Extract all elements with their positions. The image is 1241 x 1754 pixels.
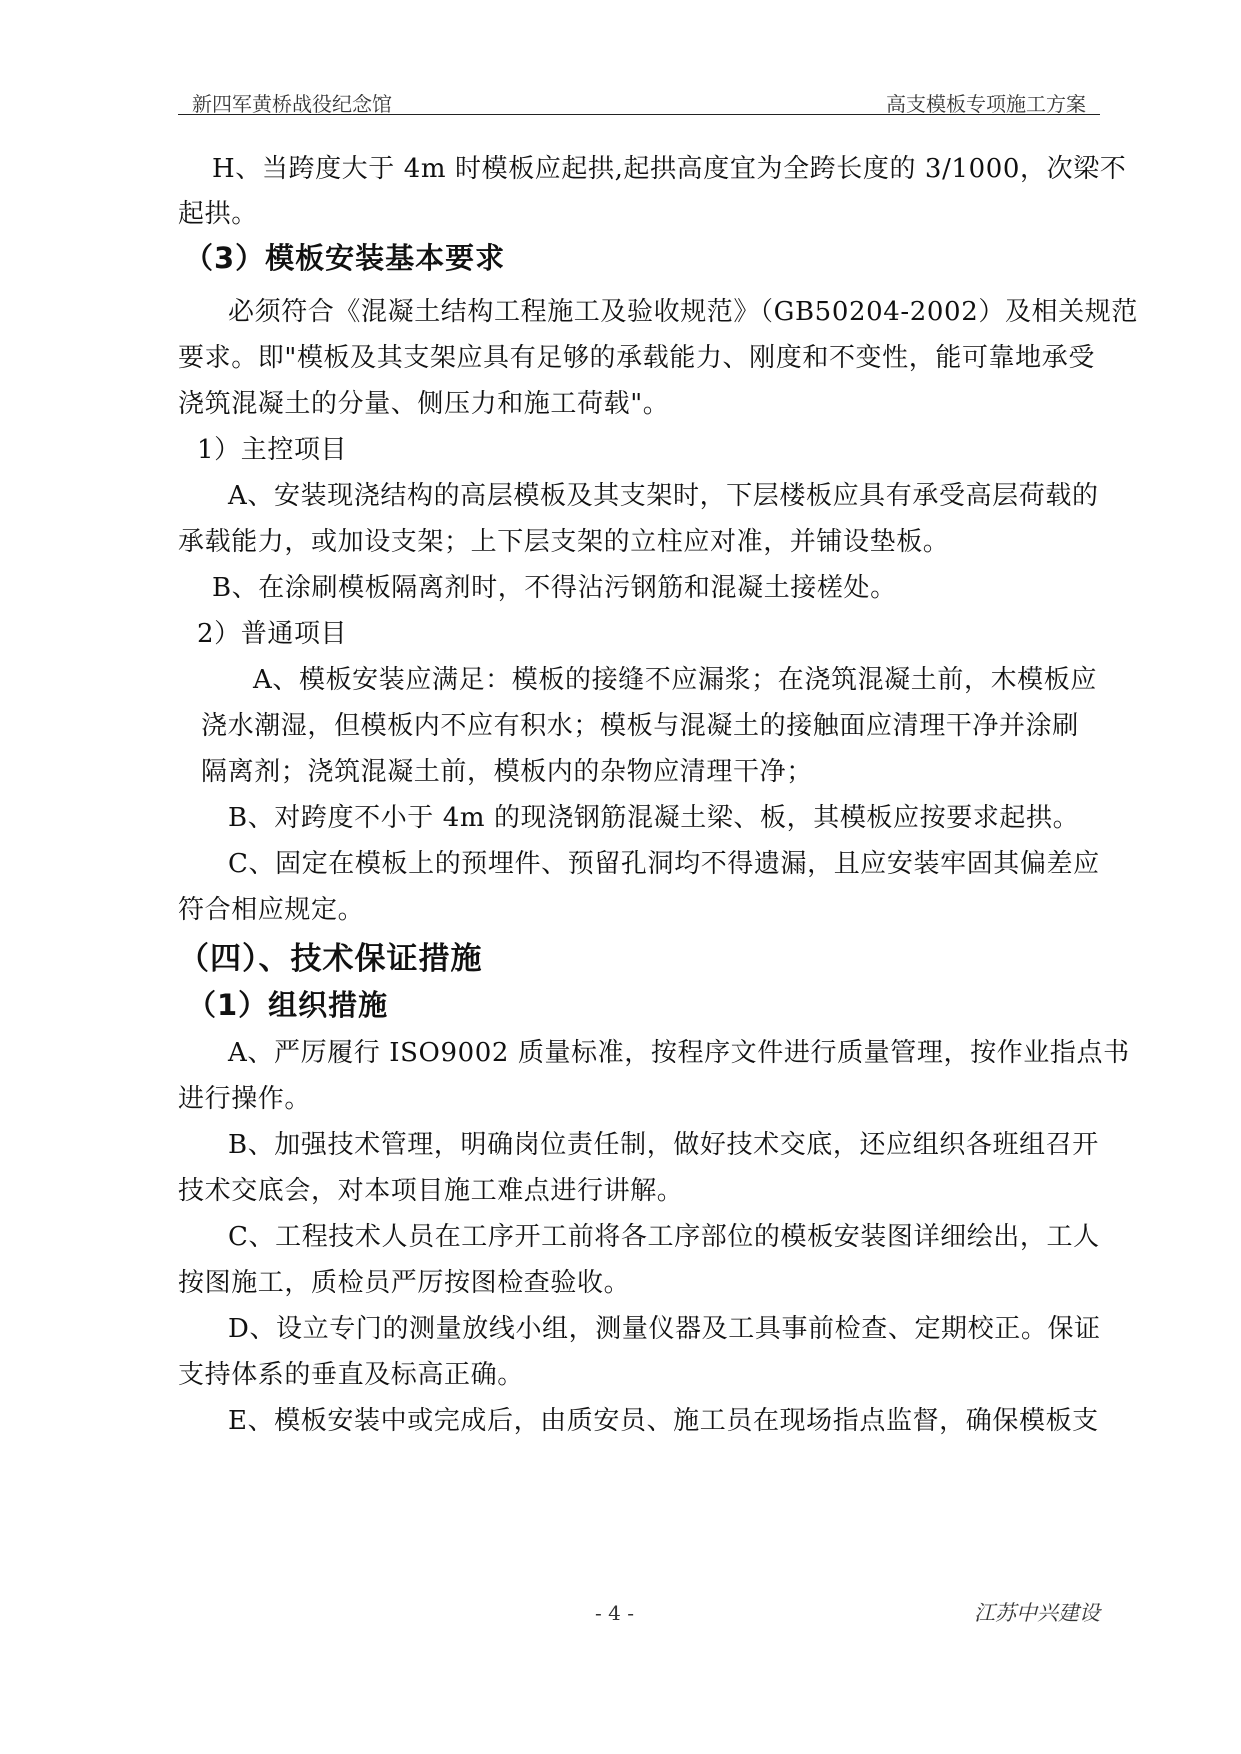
org-a-line1: A、严厉履行 ISO9002 质量标准，按程序文件进行质量管理，按作业指点书: [228, 1038, 1130, 1068]
general-a-line3: 隔离剂；浇筑混凝土前，模板内的杂物应清理干净；: [201, 757, 813, 787]
general-items-heading: 2）普通项目: [197, 619, 348, 649]
org-e-line1: E、模板安装中或完成后，由质安员、施工员在现场指点监督，确保模板支: [228, 1406, 1099, 1436]
org-b-line2: 技术交底会，对本项目施工难点进行讲解。: [178, 1176, 684, 1206]
general-c-line1: C、固定在模板上的预埋件、预留孔洞均不得遗漏，且应安装牢固其偏差应: [228, 849, 1100, 879]
org-c-line1: C、工程技术人员在工序开工前将各工序部位的模板安装图详细绘出，工人: [228, 1222, 1100, 1252]
section-4-heading: （四）、技术保证措施: [178, 941, 483, 977]
main-control-a-line1: A、安装现浇结构的高层模板及其支架时，下层楼板应具有承受高层荷载的: [228, 481, 1099, 511]
general-a-line1: A、模板安装应满足：模板的接缝不应漏浆；在浇筑混凝土前，木模板应: [253, 665, 1097, 695]
page-number: - 4 -: [595, 1601, 634, 1625]
org-d-line1: D、设立专门的测量放线小组，测量仪器及工具事前检查、定期校正。保证: [228, 1314, 1101, 1344]
header-project-name: 新四军黄桥战役纪念馆: [192, 92, 392, 116]
header-document-title: 高支模板专项施工方案: [886, 92, 1086, 116]
footer-company-name: 江苏中兴建设: [974, 1601, 1100, 1625]
main-control-a-line2: 承载能力，或加设支架；上下层支架的立柱应对准，并铺设垫板。: [178, 527, 950, 557]
item-h-line2: 起拱。: [178, 199, 258, 229]
main-control-heading: 1）主控项目: [197, 435, 348, 465]
general-b: B、对跨度不小于 4m 的现浇钢筋混凝土梁、板，其模板应按要求起拱。: [228, 803, 1080, 833]
item-h-line1: H、当跨度大于 4m 时模板应起拱,起拱高度宜为全跨长度的 3/1000，次梁不: [212, 154, 1127, 184]
requirement-line1: 必须符合《混凝土结构工程施工及验收规范》（GB50204-2002）及相关规范: [228, 297, 1138, 327]
section-3-heading: （3）模板安装基本要求: [184, 241, 506, 275]
general-c-line2: 符合相应规定。: [178, 895, 365, 925]
general-a-line2: 浇水潮湿，但模板内不应有积水；模板与混凝土的接触面应清理干净并涂刷: [201, 711, 1079, 741]
requirement-line2: 要求。即"模板及其支架应具有足够的承载能力、刚度和不变性，能可靠地承受: [178, 343, 1095, 373]
section-4-1-heading: （1）组织措施: [187, 988, 389, 1022]
main-control-b: B、在涂刷模板隔离剂时，不得沾污钢筋和混凝土接槎处。: [212, 573, 897, 603]
org-c-line2: 按图施工，质检员严厉按图检查验收。: [178, 1268, 631, 1298]
org-a-line2: 进行操作。: [178, 1084, 312, 1114]
org-b-line1: B、加强技术管理，明确岗位责任制，做好技术交底，还应组织各班组召开: [228, 1130, 1099, 1160]
requirement-line3: 浇筑混凝土的分量、侧压力和施工荷载"。: [178, 389, 670, 419]
org-d-line2: 支持体系的垂直及标高正确。: [178, 1360, 524, 1390]
page-header: [178, 80, 1100, 115]
